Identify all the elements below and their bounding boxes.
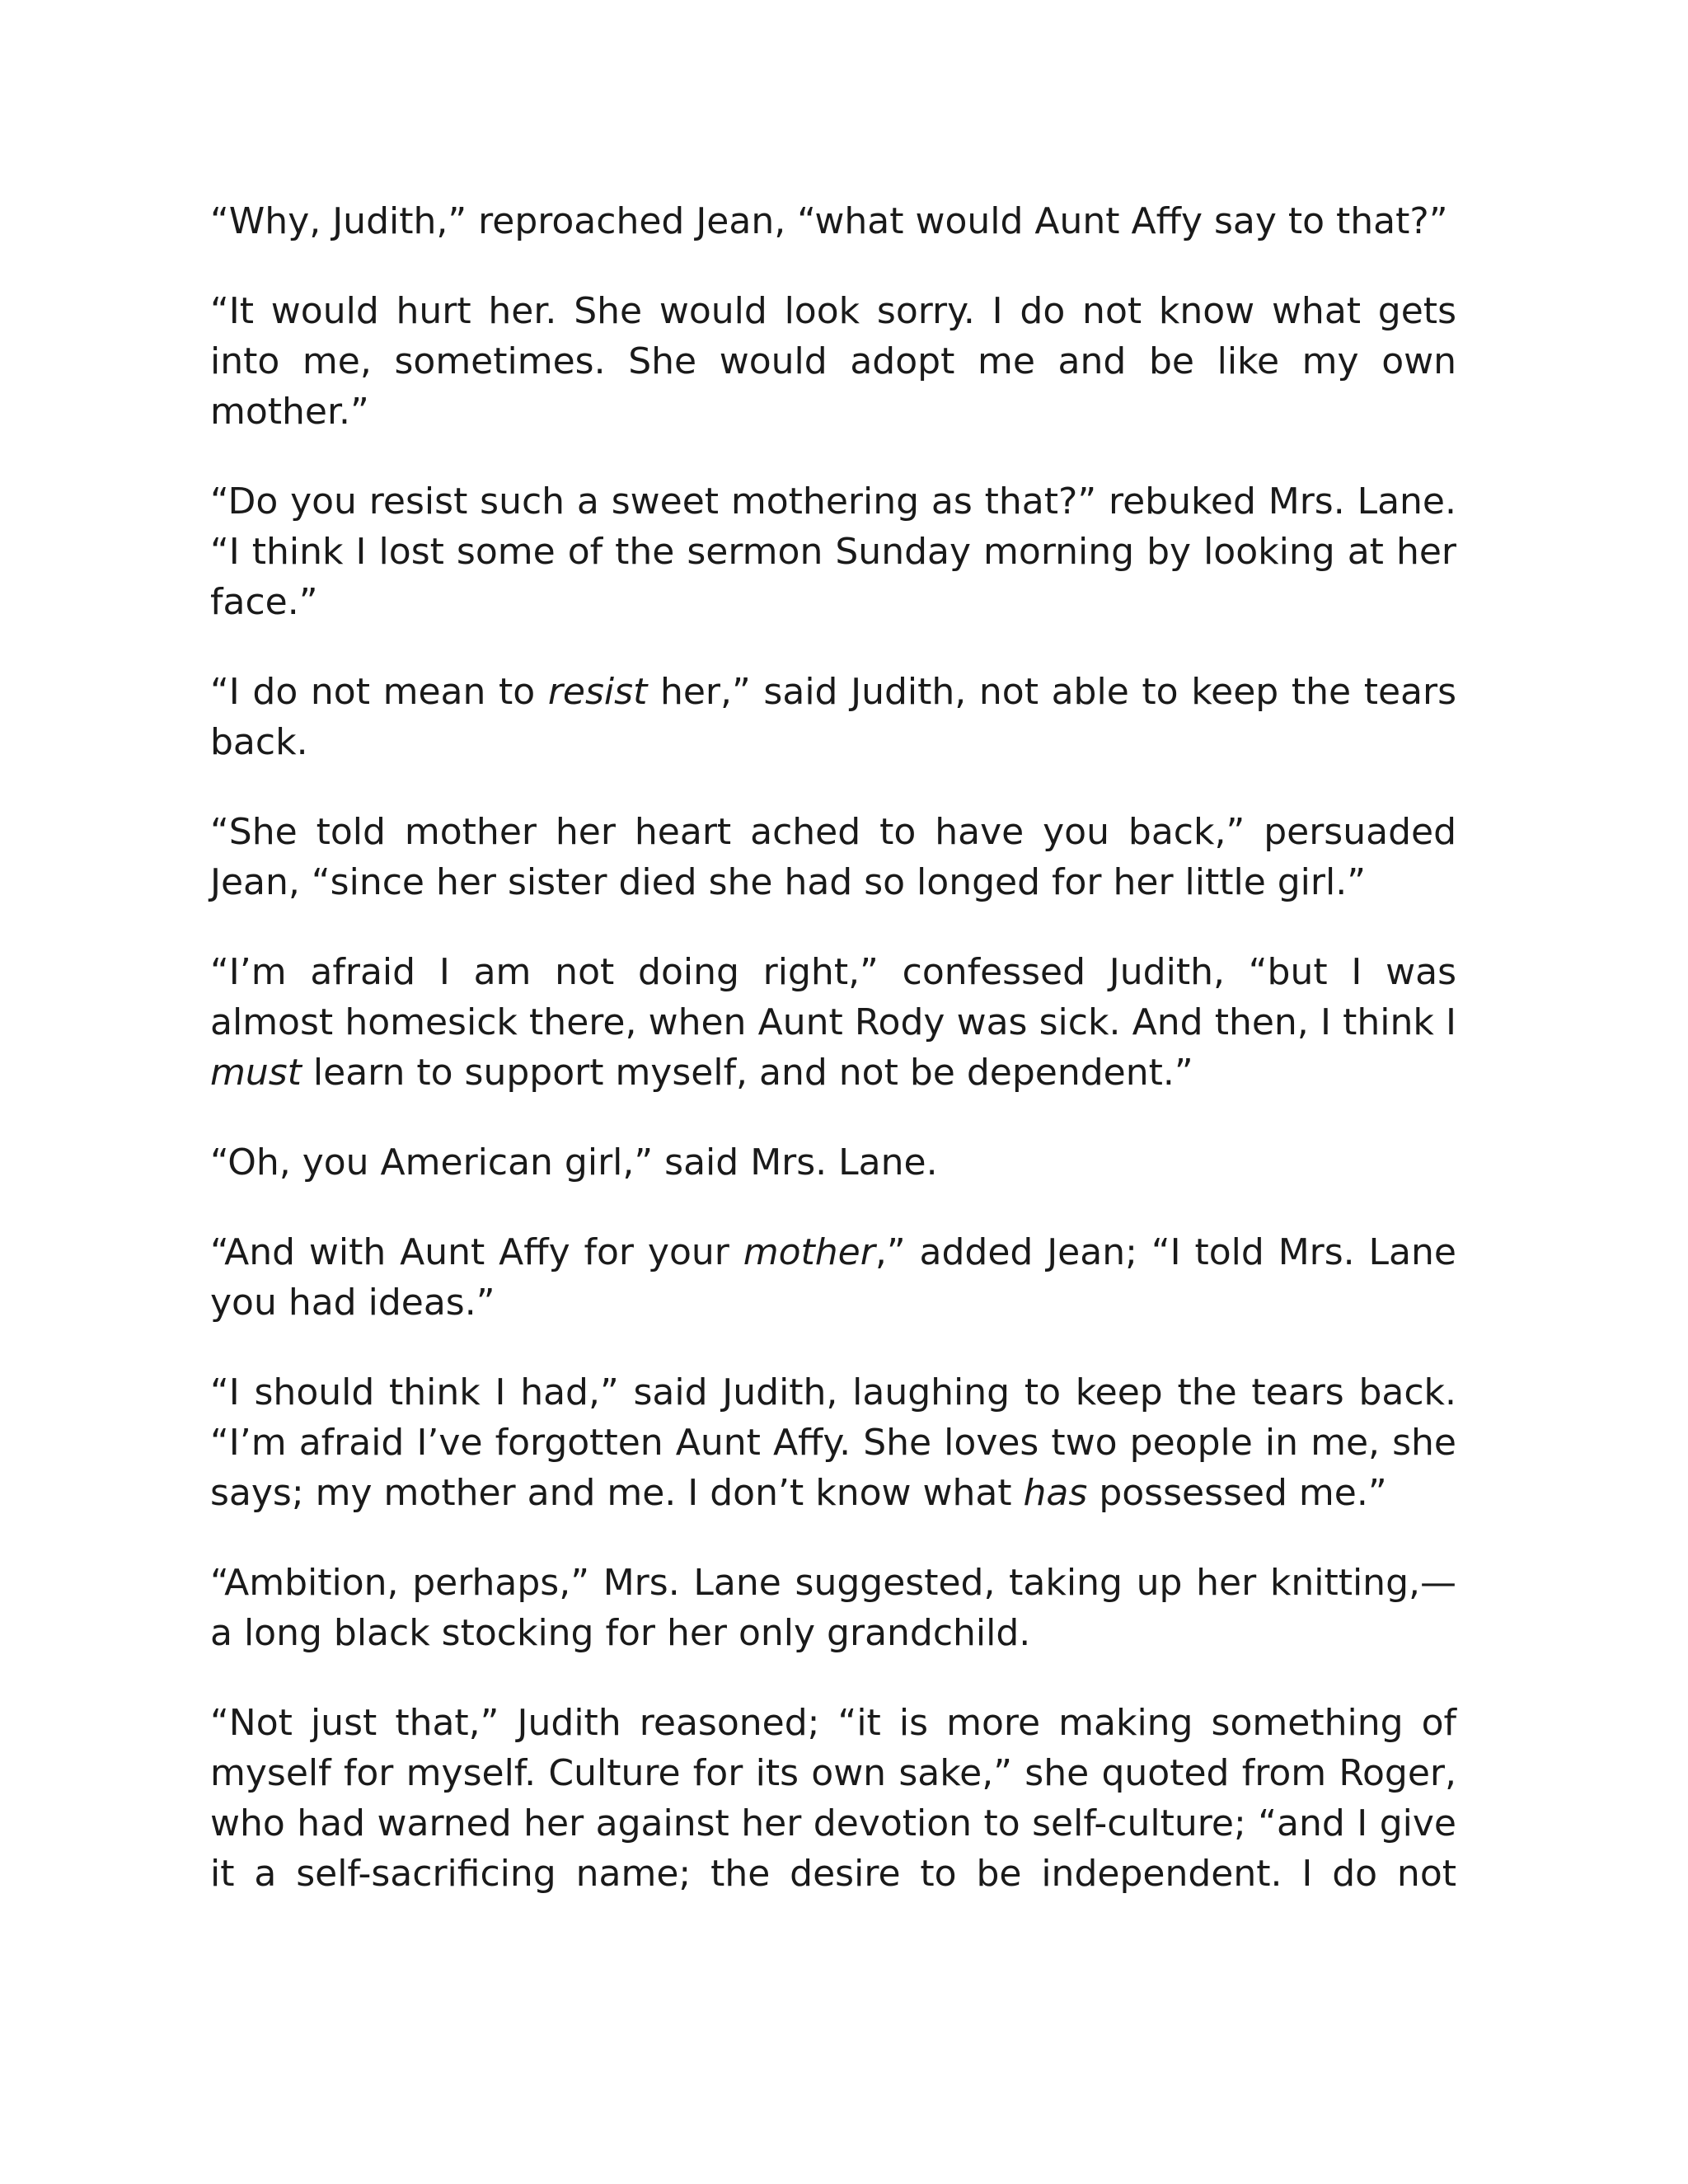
text-run: “I do not mean to	[210, 671, 548, 713]
page-body-text	[210, 196, 1456, 1899]
text-run: “I should think I had,” said Judith, laughing to keep the tears back. “I’m afraid I’ve forgotten Aunt Affy. She loves two people in me, she says; my mother and me. I don’t know what	[210, 1371, 1456, 1514]
text-run: “Do you resist such a sweet mothering as that?” rebuked Mrs. Lane. “I think I lost some of the sermon Sunday morning by looking at her face.”	[210, 480, 1456, 623]
text-run: “Oh, you American girl,” said Mrs. Lane.	[210, 1141, 938, 1183]
paragraph	[210, 286, 1456, 437]
paragraph	[210, 1367, 1456, 1518]
text-run: “Why, Judith,” reproached Jean, “what would Aunt Affy say to that?”	[210, 200, 1448, 242]
paragraph	[210, 1558, 1456, 1658]
text-run: “She told mother her heart ached to have you back,” persuaded Jean, “since her sister died she had so longed for her little girl.”	[210, 811, 1456, 903]
paragraph	[210, 807, 1456, 907]
paragraph	[210, 196, 1456, 246]
text-run: her,” said Judith, not able to keep the tears back.	[210, 671, 1457, 763]
paragraph	[210, 476, 1456, 627]
text-run: possessed me.”	[1087, 1472, 1387, 1514]
text-run: “And with Aunt Affy for your	[210, 1231, 743, 1273]
text-run: learn to support myself, and not be dependent.”	[301, 1052, 1193, 1094]
italic-text-run: must	[210, 1052, 302, 1094]
paragraph	[210, 1137, 1456, 1188]
text-run: “Not just that,” Judith reasoned; “it is more making something of myself for myself. Culture for its own sake,” she quoted from Roger, who had warned her against her devotion to self-culture; “and I give it a self-sacrificing name; the desire to be independent. I do not	[210, 1702, 1456, 1895]
text-run: “I’m afraid I am not doing right,” confessed Judith, “but I was almost homesick there, when Aunt Rody was sick. And then, I think I	[210, 951, 1456, 1043]
paragraph	[210, 1227, 1456, 1328]
italic-text-run: mother	[743, 1231, 875, 1273]
text-run: “Ambition, perhaps,” Mrs. Lane suggested, taking up her knitting,—a long black stocking for her only grandchild.	[210, 1562, 1456, 1654]
paragraph	[210, 1698, 1456, 1899]
text-run: “It would hurt her. She would look sorry. I do not know what gets into me, sometimes. She would adopt me and be like my own mother.”	[210, 290, 1456, 433]
italic-text-run: resist	[547, 671, 648, 713]
paragraph	[210, 667, 1456, 767]
text-run: ,” added Jean; “I told Mrs. Lane you had ideas.”	[210, 1231, 1456, 1324]
paragraph	[210, 947, 1456, 1098]
italic-text-run: has	[1023, 1472, 1088, 1514]
